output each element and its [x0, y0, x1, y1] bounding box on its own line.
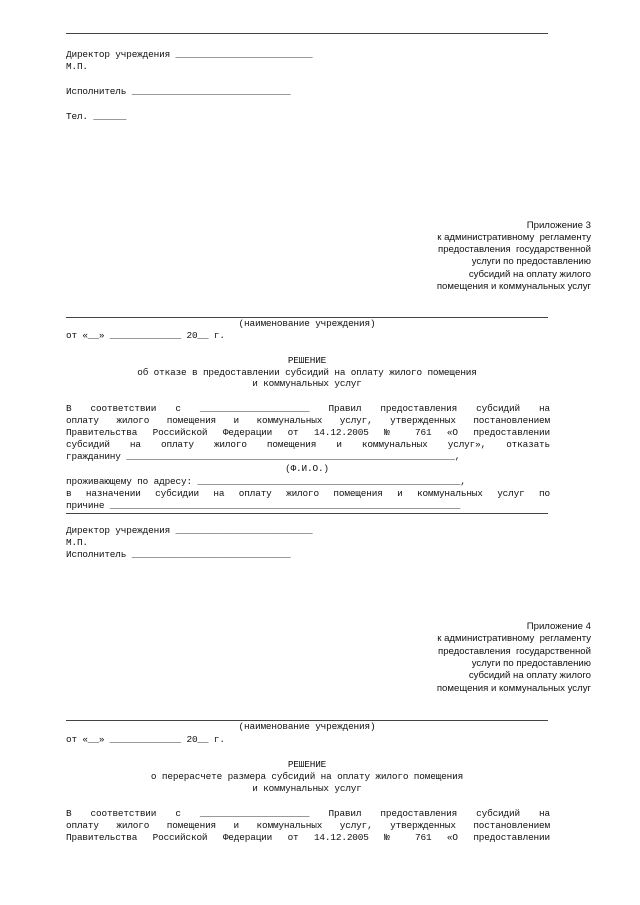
appendix3-line: предоставления государственной: [438, 244, 591, 255]
appendix4-line: предоставления государственной: [438, 646, 591, 657]
appendix3-line: к административному регламенту: [437, 232, 591, 243]
director-signature-line: Директор учреждения _________________________: [66, 49, 313, 60]
decision-subject: и коммунальных услуг: [252, 783, 362, 794]
appendix4-line: к административному регламенту: [437, 633, 591, 644]
body-line: Правительства Российской Федерации от 14.12.2005 № 761 «О предоставлении: [66, 832, 550, 843]
reason-line: в назначении субсидии на оплату жилого помещения и коммунальных услуг по: [66, 488, 550, 499]
decision-heading: РЕШЕНИЕ: [287, 355, 327, 366]
body-line: оплату жилого помещения и коммунальных услуг, утвержденных постановлением: [66, 820, 550, 831]
phone-line: Тел. ______: [66, 111, 127, 122]
decision-heading: РЕШЕНИЕ: [287, 759, 327, 770]
appendix4-line: субсидий на оплату жилого: [468, 670, 591, 681]
body-line: гражданину ____________________________________________________________,: [66, 451, 461, 462]
reason-rule: [66, 513, 548, 514]
body-line: В соответствии с ____________________ Правил предоставления субсидий на: [66, 808, 550, 819]
appendix3-line: помещения и коммунальных услуг: [436, 281, 591, 292]
executor-signature-line: Исполнитель _____________________________: [66, 86, 291, 97]
decision-subject: об отказе в предоставлении субсидий на оплату жилого помещения: [137, 367, 477, 378]
institution-caption: (наименование учреждения): [238, 318, 376, 329]
appendix4-line: помещения и коммунальных услуг: [436, 683, 591, 694]
address-line: проживающему по адресу: ________________________________________________,: [66, 476, 466, 487]
appendix3-line: субсидий на оплату жилого: [468, 269, 591, 280]
appendix4-title: Приложение 4: [526, 621, 591, 632]
seal-mark: М.П.: [66, 537, 88, 548]
body-line: В соответствии с ____________________ Правил предоставления субсидий на: [66, 403, 550, 414]
executor-signature-line: Исполнитель _____________________________: [66, 549, 291, 560]
institution-caption: (наименование учреждения): [238, 721, 376, 732]
appendix4-line: услуги по предоставлению: [471, 658, 591, 669]
body-line: субсидий на оплату жилого помещения и коммунальных услуг», отказать: [66, 439, 550, 450]
decision-subject: и коммунальных услуг: [252, 378, 362, 389]
appendix3-title: Приложение 3: [526, 220, 591, 231]
fio-caption: (Ф.И.О.): [285, 463, 329, 474]
date-line: от «__» _____________ 20__ г.: [66, 330, 225, 341]
top-rule: [66, 33, 548, 34]
body-line: Правительства Российской Федерации от 14.12.2005 № 761 «О предоставлении: [66, 427, 550, 438]
reason-line: причине ________________________________________________________________: [66, 500, 461, 511]
appendix3-line: услуги по предоставлению: [471, 256, 591, 267]
director-signature-line: Директор учреждения _________________________: [66, 525, 313, 536]
seal-mark: М.П.: [66, 61, 88, 72]
date-line: от «__» _____________ 20__ г.: [66, 734, 225, 745]
body-line: оплату жилого помещения и коммунальных услуг, утвержденных постановлением: [66, 415, 550, 426]
decision-subject: о перерасчете размера субсидий на оплату жилого помещения: [150, 771, 464, 782]
